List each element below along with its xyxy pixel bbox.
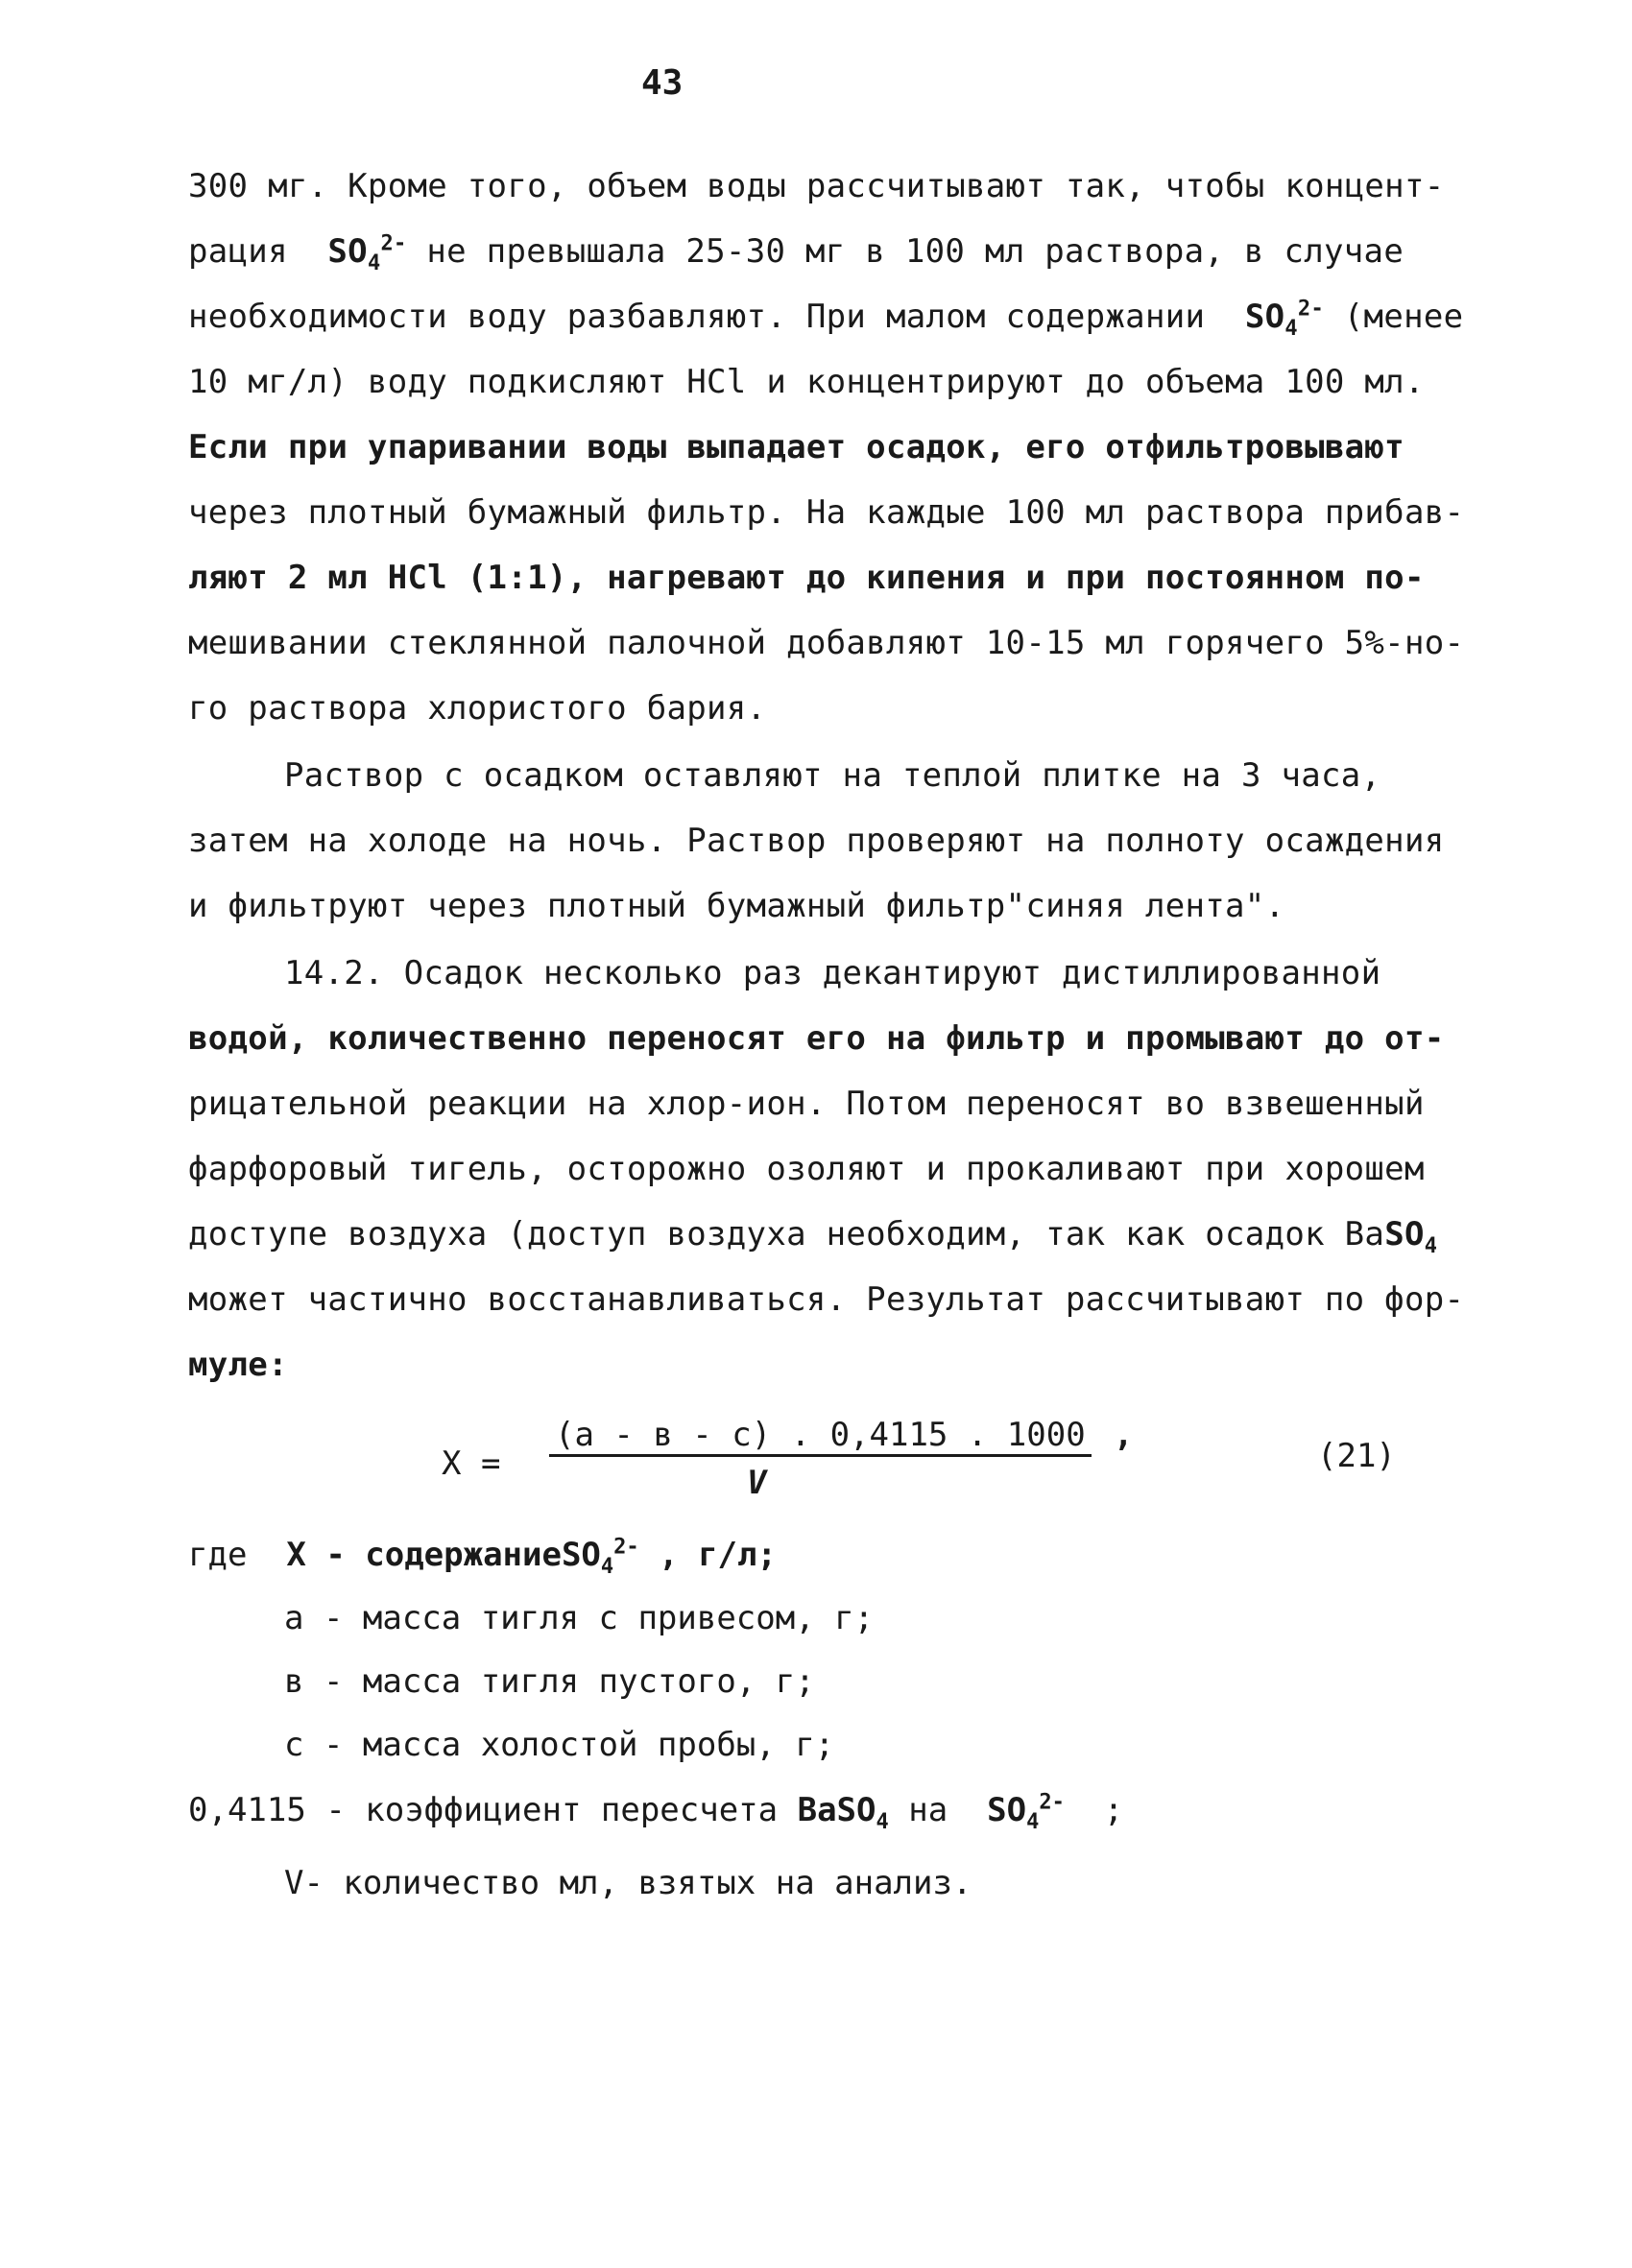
- text-line: мешивании стеклянной палочной добавляют 10-15 мл горячего 5%-но-: [188, 624, 1465, 662]
- text-line: Если при упаривании воды выпадает осадок, его отфильтровывают: [188, 428, 1404, 466]
- formula-comma: ,: [1114, 1416, 1134, 1454]
- text-line: ляют 2 мл HCl (1:1), нагревают до кипения и при постоянном по-: [188, 559, 1425, 597]
- coefficient-text: - коэффициент пересчета: [325, 1791, 779, 1829]
- text-line: Раствор с осадком оставляют на теплой плитке на 3 часа,: [284, 756, 1381, 795]
- legend-where-label: где: [188, 1536, 248, 1574]
- sulfate-ion: $SO_4^{2-}$: [987, 1790, 1065, 1834]
- coefficient-value: 0,4115: [188, 1791, 306, 1829]
- text-line: [188, 296, 1464, 341]
- legend-a: a - масса тигля с привесом, г;: [284, 1599, 875, 1637]
- coefficient-text-mid: на: [908, 1791, 948, 1829]
- text-line: 300 мг. Кроме того, объем воды рассчитывают так, чтобы концент-: [188, 167, 1445, 205]
- text-line: может частично восстанавливаться. Результат рассчитывают по фор-: [188, 1280, 1465, 1319]
- text-line: муле:: [188, 1346, 288, 1384]
- formula-lhs: X =: [442, 1444, 501, 1483]
- text-fragment: необходимости воду разбавляют. При малом содержании: [188, 298, 1206, 336]
- text-line: водой, количественно переносят его на фильтр и промывают до от-: [188, 1019, 1445, 1058]
- legend-v: V- количество мл, взятых на анализ.: [284, 1864, 972, 1902]
- text-line: 14.2. Осадок несколько раз декантируют дистиллированной: [284, 954, 1381, 992]
- page-number: 43: [641, 63, 684, 103]
- sulfate-ion: $SO_4^{2-}$: [561, 1535, 639, 1579]
- formula-21: [442, 1416, 1402, 1521]
- formula-denominator: V: [747, 1464, 767, 1502]
- legend-x: X - содержание: [286, 1536, 562, 1574]
- sulfate-ion: $SO_4^{2-}$: [1244, 297, 1324, 341]
- sulfate-ion: $SO_4^{2-}$: [327, 231, 407, 275]
- text-line: затем на холоде на ночь. Раствор проверяют на полноту осаждения: [188, 822, 1445, 860]
- text-fragment: рация: [188, 232, 288, 271]
- formula-numerator: (a - в - c) . 0,4115 . 1000: [549, 1416, 1092, 1457]
- text-line: го раствора хлористого бария.: [188, 689, 767, 728]
- legend-b: в - масса тигля пустого, г;: [284, 1662, 815, 1701]
- text-fragment: доступе воздуха (доступ воздуха необходим, так как осадок Ba: [188, 1215, 1385, 1253]
- text-line: и фильтруют через плотный бумажный фильтр"синяя лента".: [188, 887, 1285, 925]
- text-line: рицательной реакции на хлор-ион. Потом переносят во взвешенный: [188, 1085, 1425, 1123]
- text-fragment: (менее: [1343, 298, 1464, 336]
- legend-x-unit: , г/л;: [659, 1536, 777, 1574]
- text-line: фарфоровый тигель, осторожно озоляют и прокаливают при хорошем: [188, 1150, 1425, 1188]
- legend-where: [188, 1534, 777, 1579]
- text-fragment: не превышала 25-30 мг в 100 мл раствора, в случае: [426, 232, 1404, 271]
- text-line: [188, 230, 1404, 273]
- legend-coefficient: [188, 1789, 1124, 1834]
- equation-number: (21): [1317, 1437, 1396, 1475]
- text-line: [188, 1213, 1438, 1258]
- barium-sulfate: BaSO$_4$: [797, 1791, 889, 1834]
- legend-c: c - масса холостой пробы, г;: [284, 1726, 835, 1764]
- text-line: 10 мг/л) воду подкисляют HCl и концентрируют до объема 100 мл.: [188, 363, 1425, 401]
- sulfate-formula: $SO_4$: [1384, 1215, 1438, 1258]
- text-line: через плотный бумажный фильтр. На каждые 100 мл раствора прибав-: [188, 493, 1465, 532]
- coefficient-text-end: ;: [1103, 1791, 1124, 1829]
